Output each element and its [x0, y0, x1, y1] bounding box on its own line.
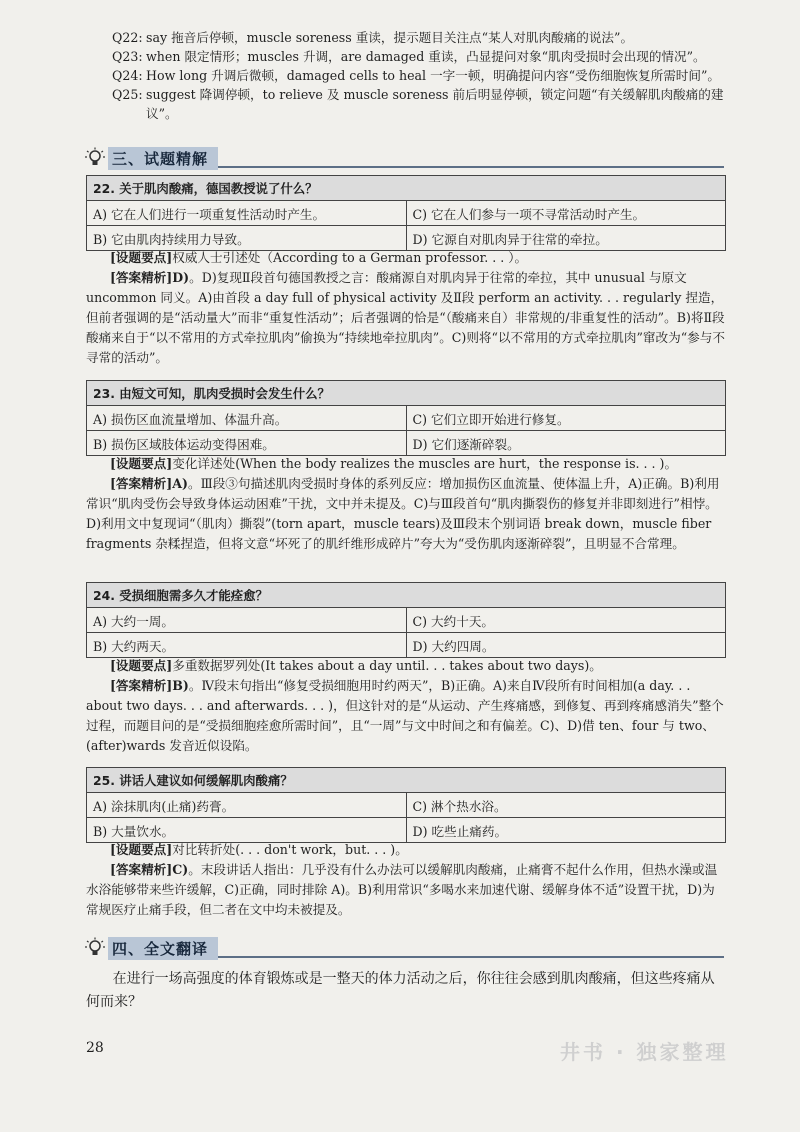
option-b: B) 大量饮水。 — [87, 818, 407, 843]
option-d: D) 它们逐渐碎裂。 — [406, 431, 726, 456]
translation-paragraph: 在进行一场高强度的体育锻炼或是一整天的体力活动之后，你往往会感到肌肉酸痛，但这些疼痛从何而来？ — [86, 971, 715, 1010]
tip-q22: Q22: say 拖音后停顿，muscle soreness 重读，提示题目关注点“某人对肌肉酸痛的说法”。 — [112, 30, 634, 45]
option-b: B) 它由肌肉持续用力导致。 — [87, 226, 407, 251]
question-25-table — [86, 767, 726, 843]
section-heading-translation — [84, 936, 724, 960]
tip-q24: Q24: How long 升调后微顿，damaged cells to heal 一字一顿，明确提问内容“受伤细胞恢复所需时间”。 — [112, 68, 721, 83]
section-rule — [218, 166, 724, 168]
tip-q25: Q25: suggest 降调停顿，to relieve 及 muscle soreness 前后明显停顿，锁定问题“有关缓解肌肉酸痛的建议”。 — [112, 87, 724, 121]
option-b: B) 损伤区域肢体运动变得困难。 — [87, 431, 407, 456]
question-22-analysis: [设题要点]权威人士引述处（According to a German professor. . . ）。 [答案精析]D)。D)复现Ⅱ段首句德国教授之言：酸痛源自对肌肉异于往常的牵拉，其中 unusual 与原文 uncommon 同义。A)由首段 a day full of physical activity 及Ⅱ段 perform an activity. . . regularly 捏造，但前者强调的是“活动量大”而非“重复性活动”；后者强调的恰是“（酸痛来自）非常规的/非重复性的活动”。B)将Ⅱ段酸痛来自于“以不常用的方式牵拉肌肉”偷换为“持续地牵拉肌肉”。C)则将“以不常用的方式牵拉肌肉”窜改为“参与不寻常的活动”。 — [86, 250, 725, 365]
answer-key: B) — [172, 678, 189, 693]
watermark: 井书 · 独家整理 — [560, 1040, 729, 1064]
option-c: C) 淋个热水浴。 — [406, 793, 726, 818]
section-heading-analysis — [84, 146, 724, 170]
question-22-table — [86, 175, 726, 251]
option-a: A) 它在人们进行一项重复性活动时产生。 — [87, 201, 407, 226]
option-d: D) 大约四周。 — [406, 633, 726, 658]
question-stem: 23. 由短文可知，肌肉受损时会发生什么？ — [87, 381, 726, 406]
tip-q23: Q23: when 限定情形；muscles 升调，are damaged 重读，凸显提问对象“肌肉受损时会出现的情况”。 — [112, 49, 706, 64]
option-a: A) 大约一周。 — [87, 608, 407, 633]
section-rule — [218, 956, 724, 958]
option-c: C) 大约十天。 — [406, 608, 726, 633]
option-c: C) 它在人们参与一项不寻常活动时产生。 — [406, 201, 726, 226]
option-b: B) 大约两天。 — [87, 633, 407, 658]
option-c: C) 它们立即开始进行修复。 — [406, 406, 726, 431]
question-stem: 25. 讲话人建议如何缓解肌肉酸痛？ — [87, 768, 726, 793]
listening-tips — [112, 28, 752, 123]
question-23-analysis: [设题要点]变化详述处(When the body realizes the muscles are hurt，the response is. . . )。 [答案精析]A)。Ⅲ段③句描述肌肉受损时身体的系列反应：增加损伤区血流量、使体温上升，A)正确。B)利用常识“肌肉受伤会导致身体运动困难”干扰，文中并未提及。C)与Ⅲ段首句“肌肉撕裂伤的修复并非即刻进行”相悖。D)利用文中复现词“（肌肉）撕裂”(torn apart，muscle tears)及Ⅲ段末个别词语 break down，muscle fiber fragments 杂糅捏造，但将文意“坏死了的肌纤维形成碎片”夸大为“受伤肌肉逐渐碎裂”，且明显不合常理。 — [86, 456, 720, 551]
question-24-table — [86, 582, 726, 658]
section-title: 三、试题精解 — [108, 147, 218, 170]
section-title: 四、全文翻译 — [108, 937, 218, 960]
option-a: A) 涂抹肌肉(止痛)药膏。 — [87, 793, 407, 818]
answer-key: A) — [172, 476, 188, 491]
question-stem: 24. 受损细胞需多久才能痊愈？ — [87, 583, 726, 608]
question-23-table — [86, 380, 726, 456]
lightbulb-icon — [84, 147, 106, 169]
lightbulb-icon — [84, 937, 106, 959]
question-stem: 22. 关于肌肉酸痛，德国教授说了什么？ — [87, 176, 726, 201]
question-24-analysis: [设题要点]多重数据罗列处(It takes about a day until. . . takes about two days)。 [答案精析]B)。Ⅳ段末句指出“修复受损细胞用时约两天”，B)正确。A)来自Ⅳ段所有时间相加(a day. . . about two days. . . and afterwards. . . )，但这针对的是“从运动、产生疼痛感，到修复、再到疼痛感消失”整个过程，而题目问的是“受损细胞痊愈所需时间”，且“一周”与文中时间之和有偏差。C)、D)借 ten、four 与 two、(after)wards 发音近似设陷。 — [86, 658, 724, 753]
option-d: D) 吃些止痛药。 — [406, 818, 726, 843]
question-25-analysis: [设题要点]对比转折处(. . . don't work，but. . . )。 [答案精析]C)。末段讲话人指出：几乎没有什么办法可以缓解肌肉酸痛，止痛膏不起什么作用，但热水澡或温水浴能够带来些许缓解，C)正确，同时排除 A)。B)利用常识“多喝水来加速代谢、缓解身体不适”设置干扰，D)为常规医疗止痛手段，但二者在文中均未被提及。 — [86, 842, 718, 917]
answer-key: D) — [172, 270, 190, 285]
page-number: 28 — [86, 1040, 104, 1056]
option-a: A) 损伤区血流量增加、体温升高。 — [87, 406, 407, 431]
option-d: D) 它源自对肌肉异于往常的牵拉。 — [406, 226, 726, 251]
answer-key: C) — [172, 862, 189, 877]
